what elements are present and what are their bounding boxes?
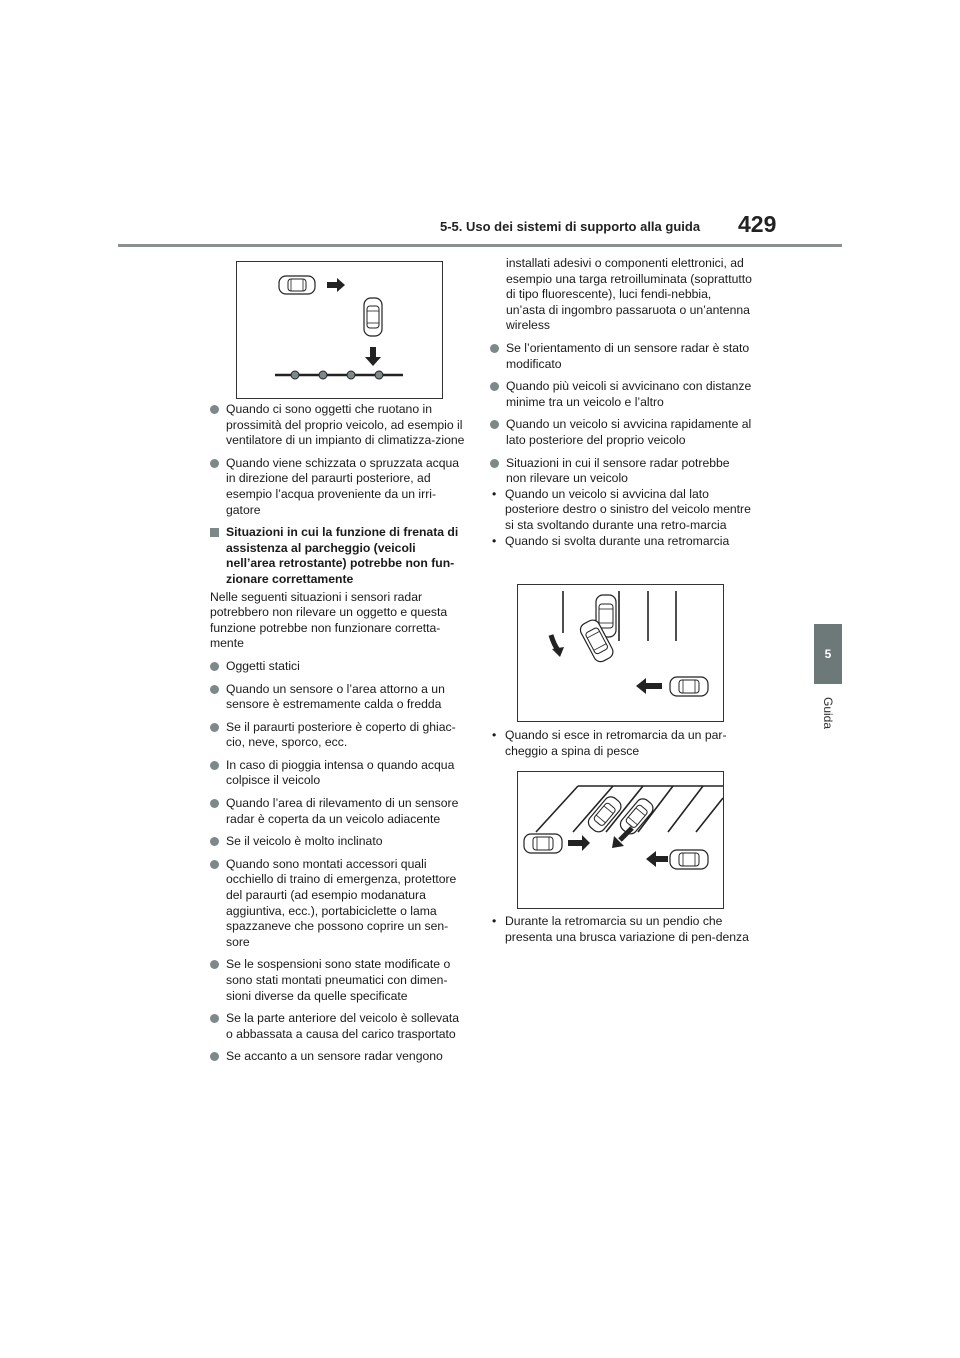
paragraph: Nelle seguenti situazioni i sensori radar potrebbero non rilevare un oggetto e questa funzione potrebbe non funzionare corretta-mente [210, 589, 448, 651]
section-title: 5-5. Uso dei sistemi di supporto alla guida [440, 219, 701, 234]
list-item: Situazioni in cui il sensore radar potrebbe non rilevare un veicolo [490, 456, 752, 487]
list-item: Quando viene schizzata o spruzzata acqua in direzione del paraurti posteriore, ad esempio l’acqua proveniente da un irri-gatore [210, 456, 468, 518]
own-vehicle-icon [364, 298, 382, 336]
list-item: Quando più veicoli si avvicinano con distanze minime tra un veicolo e l’altro [490, 379, 752, 410]
curved-arrow-icon [551, 635, 564, 657]
reverse-turning-illustration [518, 585, 723, 721]
list-item: Se accanto a un sensore radar vengono [210, 1049, 468, 1065]
arrow-down-icon [365, 347, 381, 366]
approaching-car-right-icon [670, 850, 708, 869]
list-item: Se le sospensioni sono state modificate o sono stati montati pneumatici con dimen-sioni diverse da quelle specificate [210, 957, 468, 1004]
figure-reverse-turning [517, 584, 724, 722]
list-item: Quando sono montati accessori quali occhiello di traino di emergenza, protettore del paraurti (ad esempio modanatura aggiuntiva, ecc.), portabiciclette o lama spazzaneve che possono coprire un sen-sore [210, 857, 468, 951]
sub-list-item: • Quando si esce in retromarcia da un par-cheggio a spina di pesce [492, 728, 727, 758]
rear-cross-traffic-illustration [237, 262, 442, 398]
right-column-bottom [490, 914, 752, 945]
arrow-right-icon [327, 278, 345, 292]
figure-rear-cross-traffic [236, 261, 443, 399]
list-item: Quando l’area di rilevamento di un sensore radar è coperta da un veicolo adiacente [210, 796, 468, 827]
paragraph-continuation: installati adesivi o componenti elettronici, ad esempio una targa retroilluminata (soprattutto di tipo fluorescente), luci fendi-nebbia, un’asta di ingombro passaruota o un’antenna wireless [506, 256, 752, 333]
page-number: 429 [738, 211, 777, 237]
arrow-down-left-icon [612, 828, 632, 848]
parked-car-icon [586, 794, 624, 835]
header-divider [118, 244, 842, 247]
arrow-left-icon [646, 851, 668, 867]
figure-herringbone-parking [517, 771, 724, 909]
list-item: Quando ci sono oggetti che ruotano in prossimità del proprio veicolo, ad esempio il ventilatore di un impianto di climatizza-zione [210, 402, 468, 449]
approaching-car-left-icon [524, 834, 562, 853]
sensor-line [275, 371, 403, 379]
sub-list-item: • Quando si svolta durante una retromarcia [492, 533, 730, 548]
list-item: Quando un sensore o l’area attorno a un sensore è estremamente calda o fredda [210, 682, 468, 713]
sub-list-item: • Quando un veicolo si avvicina dal lato posteriore destro o sinistro del veicolo mentre si sta svoltando durante una retro-marcia [492, 486, 751, 532]
list-item: Se l’orientamento di un sensore radar è stato modificato [490, 341, 752, 372]
list-item: Quando un veicolo si avvicina rapidamente al lato posteriore del proprio veicolo [490, 417, 752, 448]
chapter-tab[interactable]: 5 [814, 624, 842, 684]
arrow-left-icon [636, 678, 662, 694]
list-item: Se il paraurti posteriore è coperto di ghiac-cio, neve, sporco, ecc. [210, 720, 468, 751]
herringbone-parking-illustration [518, 772, 723, 908]
chapter-label: Guida [821, 696, 835, 730]
list-item: Se la parte anteriore del veicolo è sollevata o abbassata a causa del carico trasportato [210, 1011, 468, 1042]
right-column-mid [490, 728, 752, 759]
right-column [490, 256, 752, 549]
list-item: Oggetti statici [210, 659, 468, 675]
parking-lines [563, 591, 676, 641]
approaching-car-icon [670, 677, 708, 696]
sub-list-item: • Durante la retromarcia su un pendio che presenta una brusca variazione di pen-denza [492, 914, 749, 944]
left-column [210, 402, 468, 1072]
crossing-car-icon [279, 276, 315, 294]
list-item: In caso di pioggia intensa o quando acqua colpisce il veicolo [210, 758, 468, 789]
list-item: Se il veicolo è molto inclinato [210, 834, 468, 850]
section-heading: Situazioni in cui la funzione di frenata di assistenza al parcheggio (veicoli nell’area retrostante) potrebbe non fun-zionare correttamente [210, 525, 468, 587]
arrow-right-icon [568, 835, 590, 851]
